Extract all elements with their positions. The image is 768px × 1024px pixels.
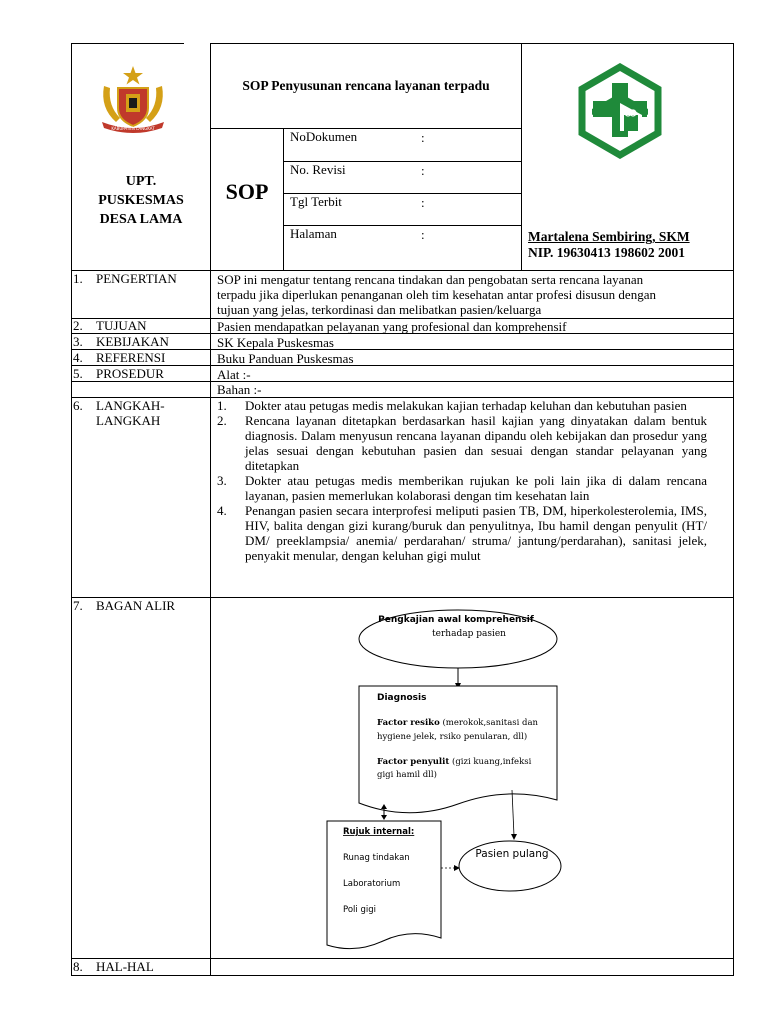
row-label-bagan-alir: BAGAN ALIR <box>96 598 176 613</box>
row-label-hal-hal: HAL-HAL <box>96 959 154 974</box>
row-number: 1. <box>73 271 83 286</box>
row-label-prosedur: PROSEDUR <box>96 366 164 381</box>
flow-diagnosis-box <box>359 686 557 813</box>
step-text: Dokter atau petugas medis memberikan rujukan ke poli lain jika di dalam rencana layanan, pasien memerlukan kolaborasi dengan tim kesehatan lain <box>245 473 707 503</box>
org-line-2: PUSKESMAS <box>98 193 184 208</box>
doc-field-sep: : <box>421 195 425 210</box>
row-number: 3. <box>73 334 83 349</box>
doc-field-sep: : <box>421 163 425 178</box>
row-label-tujuan: TUJUAN <box>96 318 147 333</box>
sop-label: SOP <box>225 179 269 204</box>
flow-end-label: Pasien pulang <box>475 848 549 860</box>
step-number: 2. <box>217 413 227 428</box>
row-label-langkah-1: LANGKAH- <box>96 398 165 413</box>
signatory-name: Martalena Sembiring, SKM <box>528 229 690 244</box>
document-title: SOP Penyusunan rencana layanan terpadu <box>242 78 490 93</box>
flow-diag-penyulit <box>377 756 532 767</box>
flow-diag-penyulit-bold: Factor penyulit <box>377 757 450 767</box>
emblem-banner-text: KABUPATEN LANGKAT <box>111 126 155 131</box>
step-text: Dokter atau petugas medis melakukan kajian terhadap keluhan dan kebutuhan pasien <box>245 398 687 413</box>
row-label-referensi: REFERENSI <box>96 350 166 365</box>
tujuan-text: Pasien mendapatkan pelayanan yang profesional dan komprehensif <box>217 319 567 334</box>
flow-diag-penyulit-2: gigi hamil dll) <box>377 770 437 780</box>
doc-field-sep: : <box>421 130 425 145</box>
text-line: SOP ini mengatur tentang rencana tindakan dan pengobatan serta rencana layanan <box>217 272 644 287</box>
doc-field-sep: : <box>421 227 425 242</box>
flow-rujuk-item: Runag tindakan <box>343 853 410 863</box>
flow-rujuk-item: Laboratorium <box>343 879 401 889</box>
flow-rujuk-title: Rujuk internal: <box>343 827 415 837</box>
row-label-pengertian: PENGERTIAN <box>96 271 177 286</box>
row-label-kebijakan: KEBIJAKAN <box>96 334 169 349</box>
prosedur-alat: Alat :- <box>217 367 251 382</box>
step-text: Rencana layanan ditetapkan berdasarkan hasil kajian yang dinyatakan dalam bentuk diagnosis. Dalam menyusun rencana layanan dipandu oleh kebijakan dan prosedur yang jelas sesuai dengan kebutuhan pasien dan sesuai dengan standar pelayanan yang ditetapkan <box>245 413 707 473</box>
step-number: 1. <box>217 398 227 413</box>
step-text: Penangan pasien secara interprofesi meliputi pasien TB, DM, hiperkolesterolemia, IMS, HIV, balita dengan gizi kurang/buruk dan penyulitnya, Ibu hamil dengan penyulit (HT/ DM/ preeklampsia/ anemia/ perdarahan/ struma/ jantung/perdarahan), sanitasi jelek, penyakit menular, dengan keluhan gigi mulut <box>245 503 707 563</box>
row-number: 5. <box>73 366 83 381</box>
doc-field-tgl-terbit: Tgl Terbit <box>290 194 342 209</box>
row-number: 4. <box>73 350 83 365</box>
flow-diag-resiko-bold: Factor resiko <box>377 718 440 728</box>
org-line-1: UPT. <box>125 174 157 189</box>
referensi-text: Buku Panduan Puskesmas <box>217 351 354 366</box>
signatory-nip: NIP. 19630413 198602 2001 <box>528 245 686 260</box>
text-line: tujuan yang jelas, terkordinasi dan melibatkan pasien/keluarga <box>217 302 542 317</box>
flow-start-bold: Pengkajian awal komprehensif <box>378 615 534 625</box>
doc-field-no-dokumen: NoDokumen <box>290 129 358 144</box>
flow-rujuk-item: Poli gigi <box>343 905 376 915</box>
row-number: 8. <box>73 959 83 974</box>
row-number: 2. <box>73 318 83 333</box>
doc-field-no-revisi: No. Revisi <box>290 162 346 177</box>
kebijakan-text: SK Kepala Puskesmas <box>217 335 334 350</box>
flow-diag-resiko-2: hygiene jelek, rsiko penularan, dll) <box>377 732 528 742</box>
row-label-langkah-2: LANGKAH <box>96 413 161 428</box>
row-number: 7. <box>73 598 83 613</box>
flow-diag-resiko <box>377 717 539 728</box>
step-number: 3. <box>217 473 227 488</box>
flow-diag-resiko-text: (merokok,sanitasi dan <box>439 718 539 728</box>
row-number: 6. <box>73 398 83 413</box>
flow-start-normal: terhadap pasien <box>432 629 506 639</box>
org-line-3: DESA LAMA <box>99 212 183 227</box>
prosedur-bahan: Bahan :- <box>217 382 262 397</box>
step-number: 4. <box>217 503 227 518</box>
flow-diag-title: Diagnosis <box>377 693 427 703</box>
text-line: terpadu jika diperlukan penanganan oleh tim kesehatan antar profesi disusun dengan <box>217 287 656 302</box>
flow-diag-penyulit-text: (gizi kuang,infeksi <box>449 757 532 767</box>
doc-field-halaman: Halaman <box>290 226 337 241</box>
